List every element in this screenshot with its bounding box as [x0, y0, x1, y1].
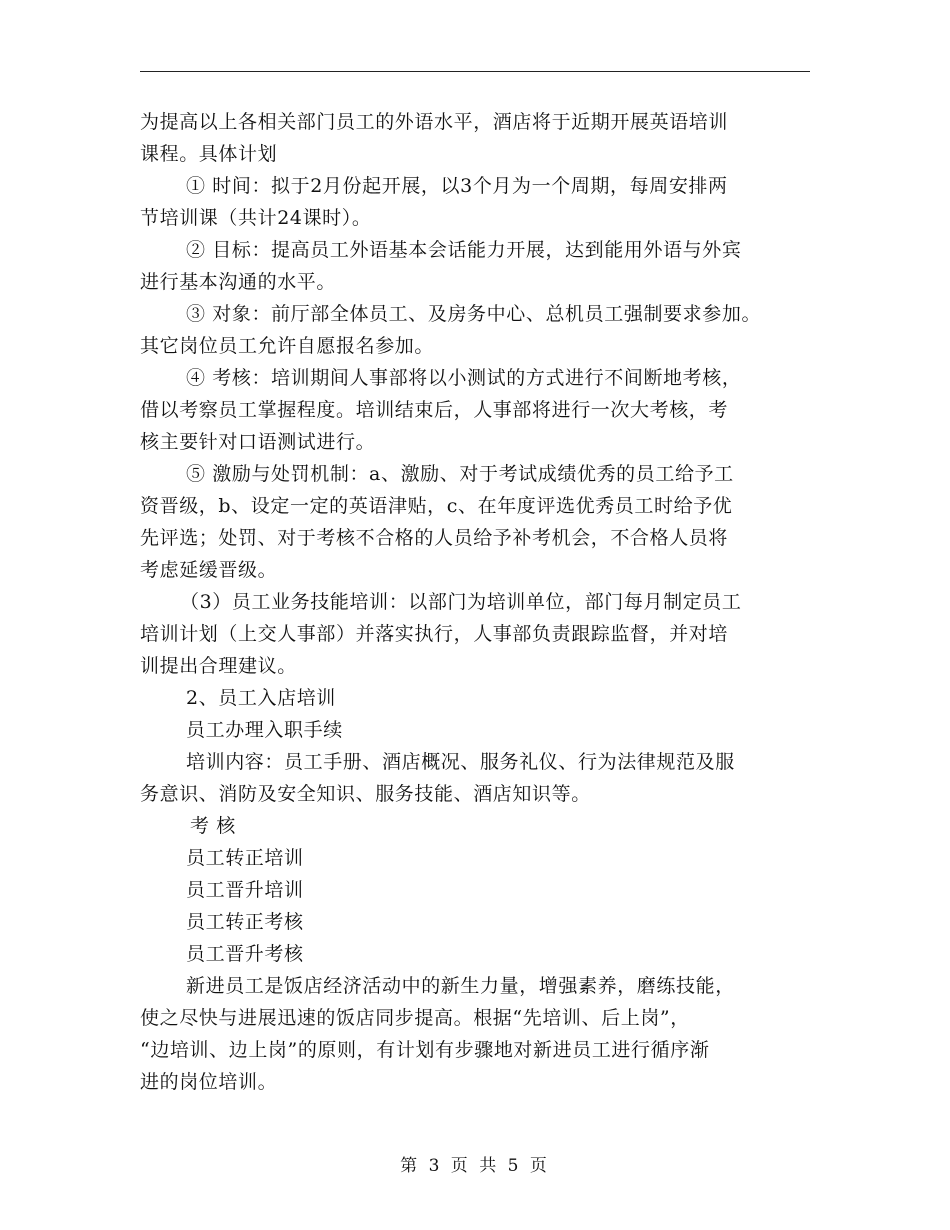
- text-line: （3）员工业务技能培训：以部门为培训单位，部门每月制定员工: [180, 591, 742, 613]
- text-line: 新进员工是饭店经济活动中的新生力量，增强素养，磨练技能，: [186, 975, 735, 997]
- header-rule: [140, 71, 810, 72]
- text-line: 借以考察员工掌握程度。培训结束后，人事部将进行一次大考核，考: [140, 399, 729, 421]
- text-line: 为提高以上各相关部门员工的外语水平，酒店将于近期开展英语培训: [140, 111, 729, 133]
- text-line: 员工转正培训: [186, 847, 304, 869]
- text-line: ③ 对象：前厅部全体员工、及房务中心、总机员工强制要求参加。: [186, 303, 762, 325]
- text-line: 核主要针对口语测试进行。: [140, 431, 376, 453]
- text-line: 使之尽快与进展迅速的饭店同步提高。根据“先培训、后上岗”，: [140, 1007, 690, 1029]
- text-line: ① 时间：拟于2月份起开展，以3个月为一个周期，每周安排两: [186, 175, 728, 197]
- text-line: 节培训课（共计24课时）。: [140, 207, 372, 229]
- text-line: 进的岗位培训。: [140, 1071, 278, 1093]
- text-line: 考 核: [190, 815, 236, 837]
- text-line: 其它岗位员工允许自愿报名参加。: [140, 335, 435, 357]
- text-line: 进行基本沟通的水平。: [140, 271, 337, 293]
- page-number: 第 3 页 共 5 页: [400, 1156, 550, 1176]
- text-line: 训提出合理建议。: [140, 655, 297, 677]
- text-line: 考虑延缓晋级。: [140, 559, 278, 581]
- text-line: “边培训、边上岗”的原则，有计划有步骤地对新进员工进行循序渐: [140, 1039, 710, 1061]
- document-body: [140, 106, 810, 1098]
- text-line: 员工转正考核: [186, 911, 304, 933]
- text-line: 员工晋升培训: [186, 879, 304, 901]
- text-line: ② 目标：提高员工外语基本会话能力开展，达到能用外语与外宾: [186, 239, 742, 261]
- text-line: 员工办理入职手续: [186, 719, 343, 741]
- text-line: 员工晋升考核: [186, 943, 304, 965]
- text-line: 资晋级，b、设定一定的英语津贴，c、在年度评选优秀员工时给予优: [140, 495, 733, 517]
- text-line: ④ 考核：培训期间人事部将以小测试的方式进行不间断地考核，: [186, 367, 742, 389]
- text-line: 2、员工入店培训: [186, 687, 336, 709]
- text-line: ⑤ 激励与处罚机制：a、激励、对于考试成绩优秀的员工给予工: [186, 463, 734, 485]
- text-line: 课程。具体计划: [140, 143, 278, 165]
- text-line: 培训内容：员工手册、酒店概况、服务礼仪、行为法律规范及服: [186, 751, 735, 773]
- text-line: 培训计划（上交人事部）并落实执行，人事部负责跟踪监督，并对培: [140, 623, 729, 645]
- text-line: 先评选；处罚、对于考核不合格的人员给予补考机会，不合格人员将: [140, 527, 729, 549]
- text-line: 务意识、消防及安全知识、服务技能、酒店知识等。: [140, 783, 591, 805]
